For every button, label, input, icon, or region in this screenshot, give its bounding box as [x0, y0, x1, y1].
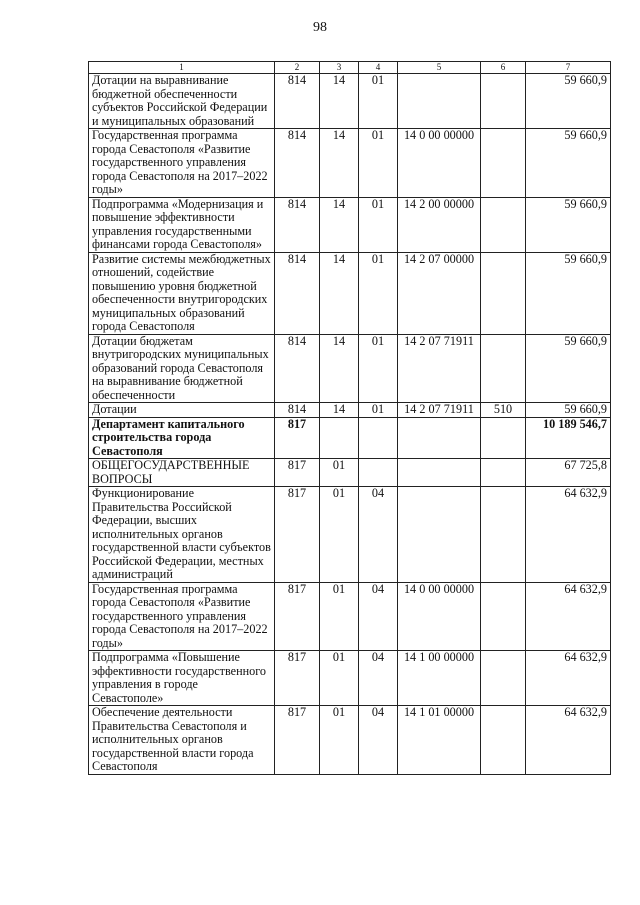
row-name-cell: Подпрограмма «Повышение эффективности государственного управления в городе Севастополе» — [89, 651, 275, 706]
table-row — [89, 334, 611, 403]
row-section-cell: 14 — [320, 197, 359, 252]
row-expense-type-cell — [481, 252, 526, 334]
row-sum-cell: 59 660,9 — [526, 403, 611, 418]
row-target-article-cell: 14 1 00 00000 — [398, 651, 481, 706]
row-sum-cell: 59 660,9 — [526, 129, 611, 198]
row-expense-type-cell — [481, 197, 526, 252]
table-row — [89, 74, 611, 129]
row-expense-type-cell — [481, 487, 526, 583]
row-sum-cell: 59 660,9 — [526, 252, 611, 334]
row-section-cell — [320, 417, 359, 459]
row-subsection-cell — [359, 459, 398, 487]
table-row — [89, 651, 611, 706]
row-ved-cell: 814 — [275, 197, 320, 252]
table-row — [89, 252, 611, 334]
row-ved-cell: 814 — [275, 129, 320, 198]
row-section-cell: 14 — [320, 129, 359, 198]
row-subsection-cell: 04 — [359, 487, 398, 583]
row-section-cell: 14 — [320, 403, 359, 418]
row-sum-cell: 59 660,9 — [526, 74, 611, 129]
row-target-article-cell: 14 2 00 00000 — [398, 197, 481, 252]
page-number: 98 — [313, 20, 327, 35]
row-ved-cell: 814 — [275, 334, 320, 403]
header-cell: 2 — [275, 62, 320, 74]
row-section-cell: 01 — [320, 459, 359, 487]
row-ved-cell: 817 — [275, 459, 320, 487]
row-section-cell: 14 — [320, 252, 359, 334]
row-ved-cell: 814 — [275, 74, 320, 129]
row-target-article-cell — [398, 417, 481, 459]
row-ved-cell: 817 — [275, 651, 320, 706]
row-ved-cell: 817 — [275, 706, 320, 775]
row-sum-cell: 10 189 546,7 — [526, 417, 611, 459]
budget-table — [88, 61, 611, 775]
row-ved-cell: 814 — [275, 252, 320, 334]
row-target-article-cell — [398, 459, 481, 487]
header-cell: 1 — [89, 62, 275, 74]
header-cell: 5 — [398, 62, 481, 74]
row-name-cell: Дотации на выравнивание бюджетной обеспеченности субъектов Российской Федерации и муниципальных образований — [89, 74, 275, 129]
row-subsection-cell — [359, 417, 398, 459]
row-sum-cell: 59 660,9 — [526, 197, 611, 252]
table-row — [89, 403, 611, 418]
row-expense-type-cell — [481, 74, 526, 129]
row-expense-type-cell — [481, 706, 526, 775]
table-row — [89, 197, 611, 252]
row-expense-type-cell — [481, 582, 526, 651]
row-name-cell: Обеспечение деятельности Правительства Севастополя и исполнительных органов государственной власти города Севастополя — [89, 706, 275, 775]
row-sum-cell: 67 725,8 — [526, 459, 611, 487]
table-body — [89, 74, 611, 775]
row-name-cell: Дотации бюджетам внутригородских муниципальных образований города Севастополя на выравнивание бюджетной обеспеченности — [89, 334, 275, 403]
row-section-cell: 01 — [320, 706, 359, 775]
row-name-cell: Государственная программа города Севастополя «Развитие государственного управления города Севастополя на 2017–2022 годы» — [89, 582, 275, 651]
row-name-cell: Функционирование Правительства Российской Федерации, высших исполнительных органов государственной власти субъектов Российской Федерации, местных администраций — [89, 487, 275, 583]
row-ved-cell: 817 — [275, 582, 320, 651]
row-target-article-cell: 14 2 07 71911 — [398, 403, 481, 418]
row-expense-type-cell — [481, 417, 526, 459]
table-row — [89, 417, 611, 459]
header-cell: 3 — [320, 62, 359, 74]
row-subsection-cell: 01 — [359, 197, 398, 252]
row-name-cell: Подпрограмма «Модернизация и повышение эффективности управления государственными финансами города Севастополя» — [89, 197, 275, 252]
row-subsection-cell: 04 — [359, 582, 398, 651]
row-target-article-cell — [398, 74, 481, 129]
row-subsection-cell: 01 — [359, 129, 398, 198]
row-target-article-cell: 14 2 07 00000 — [398, 252, 481, 334]
row-section-cell: 14 — [320, 74, 359, 129]
header-cell: 7 — [526, 62, 611, 74]
row-subsection-cell: 01 — [359, 403, 398, 418]
row-target-article-cell: 14 0 00 00000 — [398, 129, 481, 198]
table-row — [89, 459, 611, 487]
row-section-cell: 01 — [320, 651, 359, 706]
row-subsection-cell: 01 — [359, 334, 398, 403]
row-sum-cell: 64 632,9 — [526, 582, 611, 651]
header-cell: 4 — [359, 62, 398, 74]
row-sum-cell: 59 660,9 — [526, 334, 611, 403]
row-expense-type-cell: 510 — [481, 403, 526, 418]
row-name-cell: Государственная программа города Севастополя «Развитие государственного управления города Севастополя на 2017–2022 годы» — [89, 129, 275, 198]
row-name-cell: Департамент капитального строительства города Севастополя — [89, 417, 275, 459]
row-target-article-cell: 14 2 07 71911 — [398, 334, 481, 403]
row-name-cell: ОБЩЕГОСУДАРСТВЕННЫЕ ВОПРОСЫ — [89, 459, 275, 487]
row-sum-cell: 64 632,9 — [526, 487, 611, 583]
table-row — [89, 582, 611, 651]
row-name-cell: Развитие системы межбюджетных отношений, содействие повышению уровня бюджетной обеспеченности внутригородских муниципальных образований города Севастополя — [89, 252, 275, 334]
row-section-cell: 01 — [320, 582, 359, 651]
row-target-article-cell: 14 1 01 00000 — [398, 706, 481, 775]
header-cell: 6 — [481, 62, 526, 74]
row-subsection-cell: 04 — [359, 706, 398, 775]
table-row — [89, 706, 611, 775]
row-expense-type-cell — [481, 459, 526, 487]
table-row — [89, 129, 611, 198]
row-subsection-cell: 04 — [359, 651, 398, 706]
row-target-article-cell — [398, 487, 481, 583]
row-section-cell: 01 — [320, 487, 359, 583]
row-sum-cell: 64 632,9 — [526, 651, 611, 706]
row-ved-cell: 814 — [275, 403, 320, 418]
row-name-cell: Дотации — [89, 403, 275, 418]
row-ved-cell: 817 — [275, 417, 320, 459]
row-sum-cell: 64 632,9 — [526, 706, 611, 775]
row-section-cell: 14 — [320, 334, 359, 403]
row-subsection-cell: 01 — [359, 252, 398, 334]
row-expense-type-cell — [481, 334, 526, 403]
row-ved-cell: 817 — [275, 487, 320, 583]
row-expense-type-cell — [481, 129, 526, 198]
row-subsection-cell: 01 — [359, 74, 398, 129]
table-header-row — [89, 62, 611, 74]
row-target-article-cell: 14 0 00 00000 — [398, 582, 481, 651]
table-row — [89, 487, 611, 583]
row-expense-type-cell — [481, 651, 526, 706]
